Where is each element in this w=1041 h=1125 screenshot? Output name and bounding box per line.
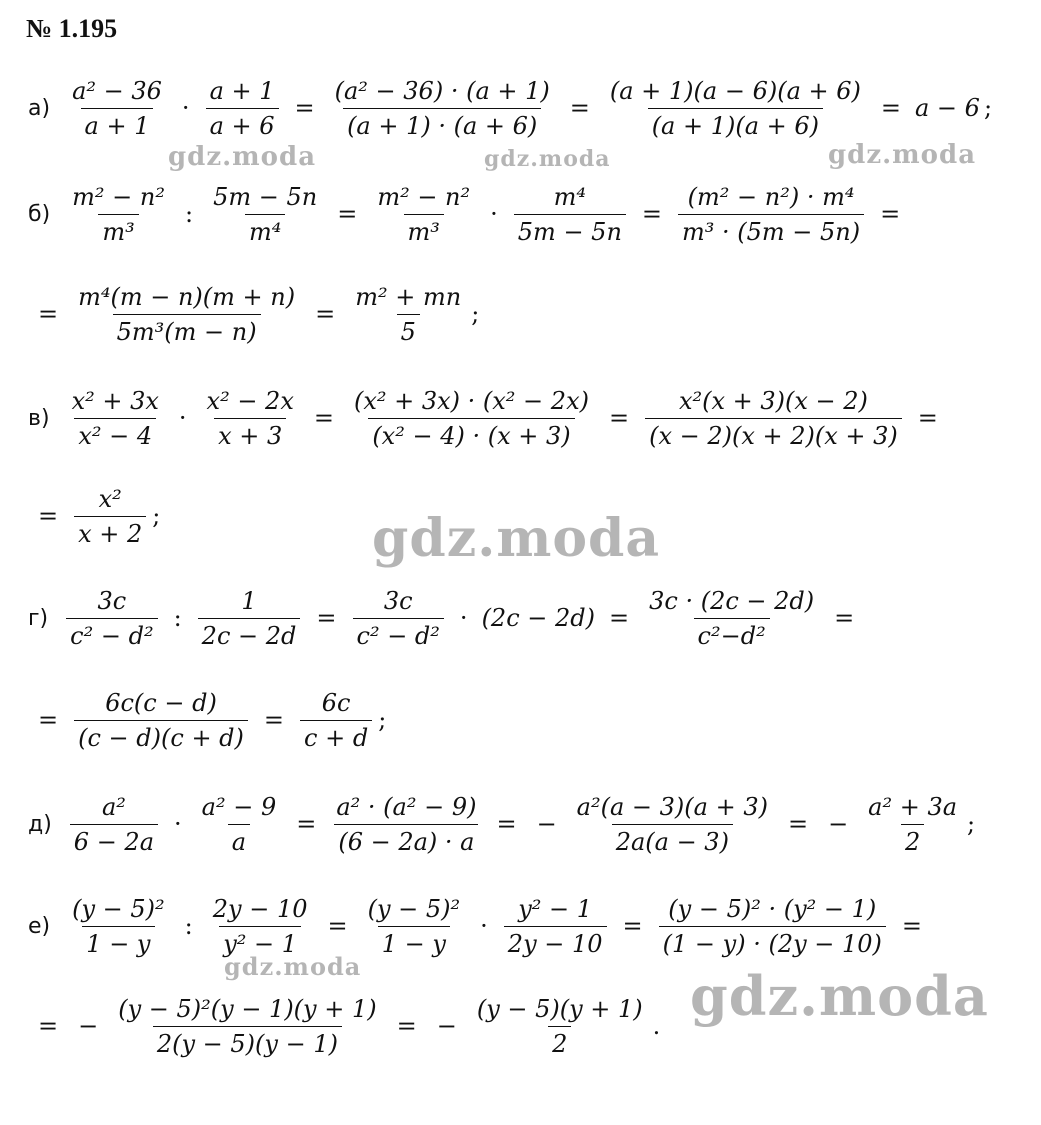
fraction	[659, 895, 886, 958]
fraction	[68, 387, 163, 450]
fraction	[504, 895, 607, 958]
fraction	[70, 793, 158, 856]
fraction	[473, 995, 647, 1058]
numerator: x² + 3x	[71, 386, 159, 415]
operator: =	[38, 300, 59, 328]
fraction	[68, 895, 169, 958]
denominator: 2(y − 5)(y − 1)	[153, 1026, 342, 1058]
expression	[28, 689, 386, 752]
operator: =	[294, 94, 315, 122]
numerator: (y − 5)²	[72, 894, 165, 923]
operator: ·	[480, 912, 488, 940]
denominator: m⁴	[245, 214, 285, 246]
denominator: c + d	[300, 720, 372, 752]
numerator: 5m − 5n	[213, 182, 318, 211]
fraction	[331, 77, 554, 140]
numerator: m² − n²	[377, 182, 471, 211]
fraction	[68, 77, 166, 140]
numerator: 2y − 10	[212, 894, 308, 923]
denominator: a	[228, 824, 250, 856]
denominator: x² − 4	[74, 418, 156, 450]
fraction	[206, 77, 279, 140]
operator: ·	[178, 404, 187, 432]
operator: =	[315, 300, 336, 328]
numerator: 3c · (2c − 2d)	[649, 586, 815, 615]
operator: −	[436, 1012, 457, 1040]
fraction	[573, 793, 772, 856]
fraction	[864, 793, 961, 856]
expression	[64, 793, 975, 856]
operator: =	[496, 810, 517, 838]
denominator: (a + 1) · (a + 6)	[343, 108, 541, 140]
fraction	[74, 283, 299, 346]
operator: −	[828, 810, 849, 838]
fraction	[74, 689, 248, 752]
fraction	[514, 183, 626, 246]
fraction	[332, 793, 480, 856]
solution-line	[28, 784, 975, 864]
fraction	[364, 895, 465, 958]
operator: :	[184, 200, 194, 228]
fraction	[606, 77, 865, 140]
numerator: (m² − n²) · m⁴	[687, 182, 855, 211]
numerator: x²	[98, 484, 122, 513]
fraction	[678, 183, 864, 246]
denominator: 5m³(m − n)	[113, 314, 261, 346]
operator: =	[296, 810, 317, 838]
item-label: е)	[28, 913, 51, 939]
watermark: gdz.moda	[372, 508, 661, 569]
operator: =	[38, 706, 59, 734]
fraction	[74, 485, 146, 548]
denominator: (c − d)(c + d)	[74, 720, 248, 752]
item-label: г)	[28, 605, 49, 631]
expression	[28, 485, 160, 548]
numerator: m⁴(m − n)(m + n)	[78, 282, 296, 311]
fraction	[645, 587, 818, 650]
denominator: x + 2	[74, 516, 146, 548]
denominator: 5m − 5n	[514, 214, 626, 246]
watermark: gdz.moda	[484, 146, 611, 172]
expression	[62, 895, 932, 958]
numerator: (y − 5)² · (y² − 1)	[668, 894, 877, 923]
numerator: x²(x + 3)(x − 2)	[678, 386, 868, 415]
numerator: 1	[241, 586, 257, 615]
operator: =	[622, 912, 643, 940]
fraction	[645, 387, 902, 450]
punctuation: ;	[471, 300, 480, 328]
numerator: m⁴	[553, 182, 587, 211]
numerator: a² − 9	[201, 792, 277, 821]
denominator: a + 1	[81, 108, 154, 140]
numerator: 3c	[97, 586, 127, 615]
solution-line	[28, 68, 992, 148]
item-label: б)	[28, 201, 51, 227]
denominator: 2	[548, 1026, 571, 1058]
watermark: gdz.moda	[690, 964, 989, 1028]
expression	[62, 387, 948, 450]
operator: =	[569, 94, 590, 122]
punctuation: ;	[967, 810, 976, 838]
item-label: а)	[28, 95, 51, 121]
denominator: c² − d²	[66, 618, 157, 650]
watermark: gdz.moda	[168, 142, 317, 172]
numerator: y² − 1	[518, 894, 593, 923]
numerator: m² + mn	[355, 282, 462, 311]
solution-line	[28, 274, 479, 354]
denominator: m³	[404, 214, 444, 246]
operator: =	[834, 604, 855, 632]
denominator: (a + 1)(a + 6)	[648, 108, 823, 140]
denominator: 5	[397, 314, 420, 346]
numerator: a²(a − 3)(a + 3)	[576, 792, 768, 821]
fraction	[66, 587, 157, 650]
operator: −	[536, 810, 557, 838]
solution-line	[28, 476, 160, 556]
denominator: x + 3	[214, 418, 286, 450]
denominator: c² − d²	[353, 618, 444, 650]
item-label: в)	[28, 405, 50, 431]
operator: :	[173, 604, 182, 632]
operator: :	[184, 912, 193, 940]
solution-line	[28, 886, 932, 966]
numerator: (a² − 36) · (a + 1)	[334, 76, 550, 105]
numerator: (y − 5)(y + 1)	[476, 994, 643, 1023]
denominator: 1 − y	[378, 926, 450, 958]
numerator: 6c	[321, 688, 351, 717]
denominator: (x² − 4) · (x + 3)	[368, 418, 574, 450]
operator: =	[396, 1012, 417, 1040]
denominator: a + 6	[206, 108, 279, 140]
fraction	[203, 387, 298, 450]
numerator: (y − 5)²(y − 1)(y + 1)	[118, 994, 377, 1023]
numerator: a + 1	[209, 76, 275, 105]
operator: =	[917, 404, 938, 432]
denominator: m³	[98, 214, 138, 246]
numerator: x² − 2x	[206, 386, 294, 415]
solution-line	[28, 680, 386, 760]
numerator: a² + 3a	[868, 792, 958, 821]
denominator: 2	[901, 824, 924, 856]
fraction	[350, 387, 593, 450]
numerator: (y − 5)²	[367, 894, 461, 923]
operator: ·	[174, 810, 182, 838]
item-label: д)	[28, 811, 52, 837]
fraction	[353, 587, 444, 650]
denominator: (x − 2)(x + 2)(x + 3)	[645, 418, 902, 450]
expression	[62, 77, 992, 140]
fraction	[373, 183, 474, 246]
solution-line	[28, 578, 864, 658]
fraction	[68, 183, 169, 246]
denominator: (6 − 2a) · a	[334, 824, 478, 856]
operator: ·	[181, 94, 190, 122]
punctuation: .	[652, 1012, 661, 1040]
numerator: 6c(c − d)	[105, 688, 217, 717]
fraction	[351, 283, 465, 346]
denominator: y² − 1	[219, 926, 301, 958]
operator: =	[263, 706, 285, 734]
denominator: 2a(a − 3)	[612, 824, 733, 856]
operator: =	[38, 502, 59, 530]
operator: =	[313, 404, 334, 432]
watermark: gdz.moda	[224, 952, 362, 981]
operator: =	[787, 810, 809, 838]
expression-text: (2c − 2d)	[481, 604, 595, 632]
denominator: m³ · (5m − 5n)	[678, 214, 864, 246]
punctuation: ;	[152, 502, 161, 530]
expression	[60, 587, 864, 650]
watermark: gdz.moda	[828, 140, 977, 170]
operator: ·	[490, 200, 498, 228]
exercise-number: № 1.195	[26, 14, 118, 43]
operator: =	[609, 604, 630, 632]
denominator: 6 − 2a	[70, 824, 158, 856]
numerator: a² · (a² − 9)	[336, 792, 477, 821]
fraction	[198, 793, 281, 856]
operator: =	[880, 94, 901, 122]
operator: =	[337, 200, 358, 228]
expression	[28, 283, 479, 346]
fraction	[209, 183, 321, 246]
operator: −	[78, 1012, 99, 1040]
solution-line	[28, 378, 948, 458]
numerator: a²	[101, 792, 126, 821]
punctuation: ;	[983, 94, 993, 122]
operator: =	[880, 200, 901, 228]
fraction	[209, 895, 312, 958]
fraction	[198, 587, 301, 650]
expression	[28, 995, 660, 1058]
operator: =	[38, 1012, 59, 1040]
operator: =	[327, 912, 348, 940]
solution-line	[28, 174, 910, 254]
numerator: 3c	[383, 586, 413, 615]
denominator: c²−d²	[694, 618, 770, 650]
operator: =	[641, 200, 663, 228]
denominator: 1 − y	[82, 926, 154, 958]
numerator: (x² + 3x) · (x² − 2x)	[353, 386, 589, 415]
denominator: (1 − y) · (2y − 10)	[659, 926, 886, 958]
numerator: a² − 36	[72, 76, 162, 105]
expression	[62, 183, 910, 246]
operator: ·	[459, 604, 468, 632]
denominator: 2c − 2d	[198, 618, 301, 650]
fraction	[114, 995, 380, 1058]
fraction	[300, 689, 372, 752]
numerator: (a + 1)(a − 6)(a + 6)	[609, 76, 861, 105]
operator: =	[608, 404, 630, 432]
solution-line	[28, 986, 660, 1066]
expression-text: a − 6	[914, 94, 980, 122]
denominator: 2y − 10	[504, 926, 607, 958]
numerator: m² − n²	[72, 182, 165, 211]
punctuation: ;	[378, 706, 387, 734]
operator: =	[901, 912, 923, 940]
operator: =	[316, 604, 337, 632]
